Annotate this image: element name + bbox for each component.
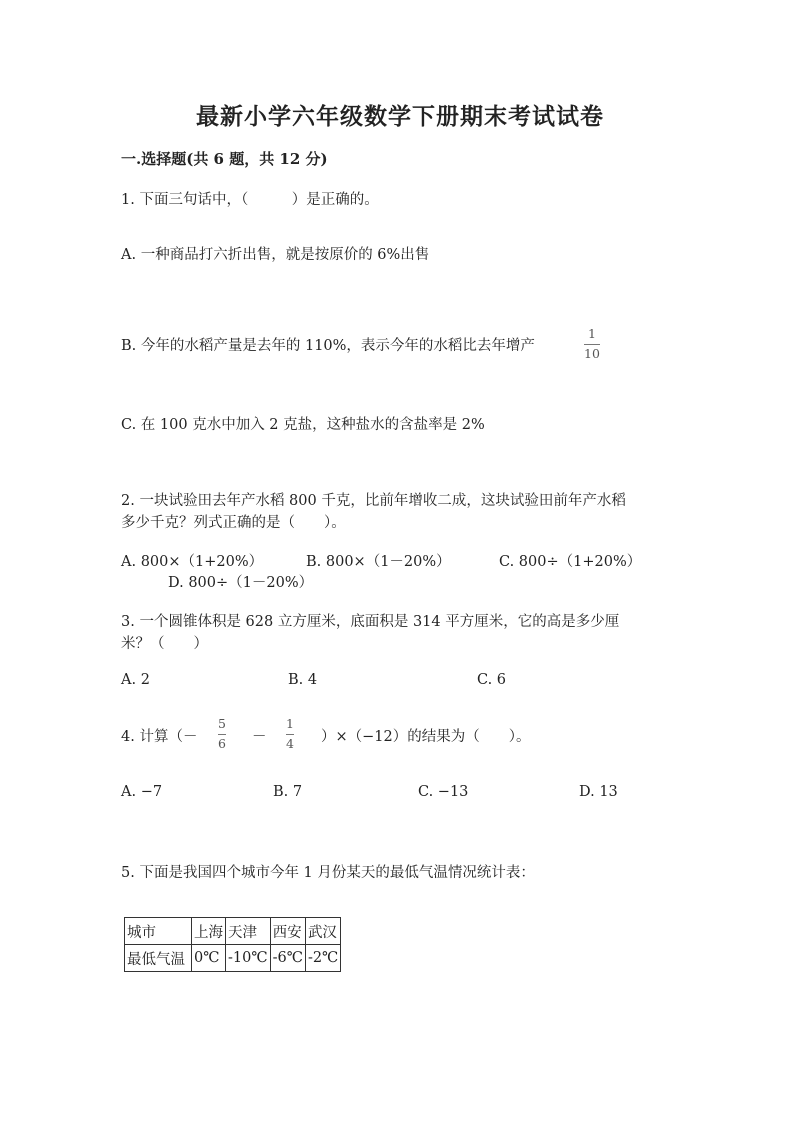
table-cell: 0℃ xyxy=(192,945,226,972)
fraction-denominator: 6 xyxy=(218,735,226,751)
question-4-option-b: B. 7 xyxy=(273,784,303,800)
question-2-option-d: D. 800÷（1－20%） xyxy=(168,575,314,591)
question-2-option-b: B. 800×（1－20%） xyxy=(306,554,451,570)
question-4-stem-prefix: 4. 计算（－ xyxy=(121,729,198,745)
fraction-numerator: 1 xyxy=(587,326,596,341)
fraction-bar xyxy=(286,734,294,735)
question-4-option-d: D. 13 xyxy=(579,784,618,800)
question-5-stem: 5. 下面是我国四个城市今年 1 月份某天的最低气温情况统计表： xyxy=(121,865,535,881)
section-heading: 一.选择题(共 6 题，共 12 分) xyxy=(121,150,328,168)
fraction-five-sixths xyxy=(218,718,226,750)
fraction-numerator: 1 xyxy=(286,716,294,731)
question-1-option-a: A. 一种商品打六折出售，就是按原价的 6%出售 xyxy=(121,247,430,263)
question-2-stem-line1: 2. 一块试验田去年产水稻 800 千克，比前年增收二成，这块试验田前年产水稻 xyxy=(121,493,626,509)
table-cell: -6℃ xyxy=(270,945,305,972)
fraction-numerator: 5 xyxy=(218,716,226,731)
question-1-option-c: C. 在 100 克水中加入 2 克盐，这种盐水的含盐率是 2% xyxy=(121,417,485,433)
question-2-option-a: A. 800×（1+20%） xyxy=(121,554,264,570)
question-2-option-c: C. 800÷（1+20%） xyxy=(499,554,642,570)
fraction-denominator: 4 xyxy=(286,735,294,751)
fraction-denominator: 10 xyxy=(584,345,600,361)
fraction-bar xyxy=(218,734,226,735)
question-1-stem: 1. 下面三句话中，（ ）是正确的。 xyxy=(121,192,379,208)
page-title: 最新小学六年级数学下册期末考试试卷 xyxy=(196,103,604,130)
table-cell: -2℃ xyxy=(305,945,340,972)
table-cell: 西安 xyxy=(270,918,305,945)
question-3-stem-line2: 米？（ ） xyxy=(121,636,208,652)
question-1-option-b: B. 今年的水稻产量是去年的 110%，表示今年的水稻比去年增产 xyxy=(121,338,535,354)
table-cell: 上海 xyxy=(192,918,226,945)
question-4-stem-suffix: ）×（−12）的结果为（ ）。 xyxy=(321,729,531,745)
fraction-one-tenth xyxy=(584,328,600,360)
question-3-option-a: A. 2 xyxy=(121,672,150,688)
question-2-stem-line2: 多少千克？列式正确的是（ ）。 xyxy=(121,515,346,531)
fraction-bar xyxy=(584,344,600,345)
table-cell: 武汉 xyxy=(305,918,340,945)
fraction-one-quarter xyxy=(286,718,294,750)
temperature-table xyxy=(124,917,341,972)
question-3-option-c: C. 6 xyxy=(477,672,507,688)
table-cell: -10℃ xyxy=(226,945,271,972)
table-cell: 天津 xyxy=(226,918,271,945)
question-4-minus-sign: － xyxy=(252,729,267,745)
question-4-option-a: A. −7 xyxy=(121,784,163,800)
table-header-row xyxy=(125,918,341,945)
question-4-option-c: C. −13 xyxy=(418,784,469,800)
table-row xyxy=(125,945,341,972)
table-cell: 最低气温 xyxy=(125,945,192,972)
table-cell: 城市 xyxy=(125,918,192,945)
question-3-option-b: B. 4 xyxy=(288,672,318,688)
question-3-stem-line1: 3. 一个圆锥体积是 628 立方厘米，底面积是 314 平方厘米，它的高是多少厘 xyxy=(121,614,620,630)
